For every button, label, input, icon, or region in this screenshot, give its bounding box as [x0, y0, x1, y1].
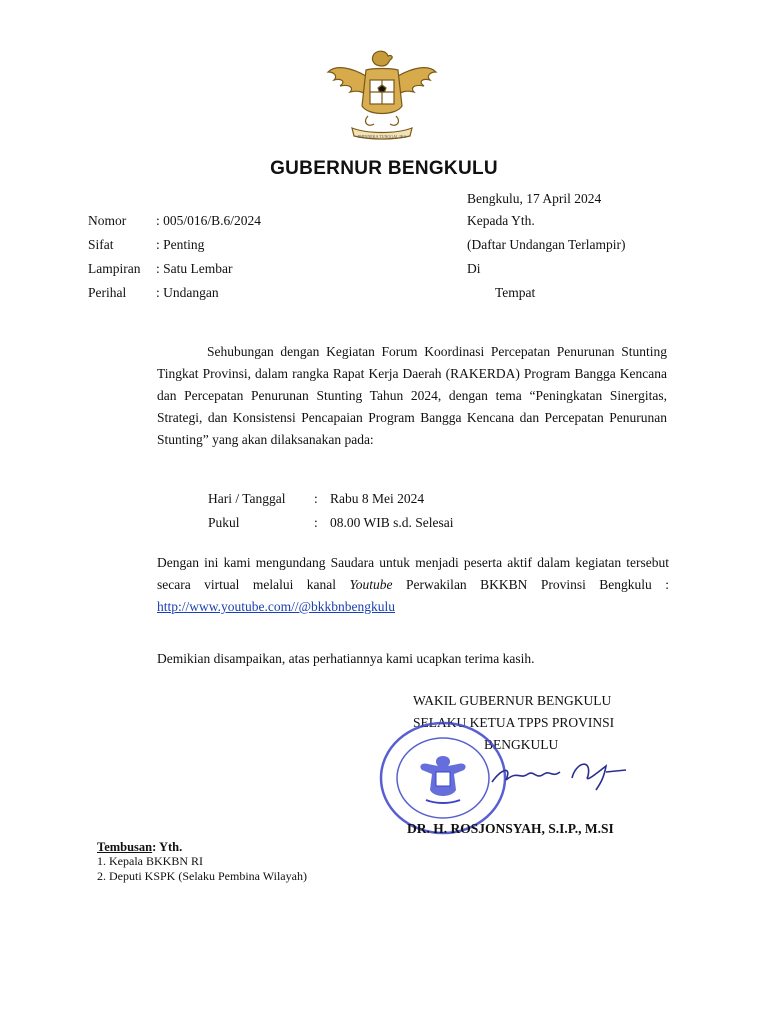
signature-title-3: BENGKULU: [484, 737, 559, 752]
paragraph-text: Dengan ini kami mengundang Saudara untuk menjadi peserta aktif dalam kegiatan tersebut secara virtual melalui kanal: [157, 555, 669, 592]
emblem-motto: BHINNEKA TUNGGAL IKA: [357, 134, 407, 139]
schedule-sep: :: [314, 491, 318, 506]
meta-label: Sifat: [88, 237, 114, 252]
meta-label: Nomor: [88, 213, 127, 228]
signature-title-1: WAKIL GUBERNUR BENGKULU: [413, 693, 612, 708]
recipient-line: Kepada Yth.: [467, 213, 535, 228]
schedule-row-time: [208, 512, 454, 536]
paragraph-text: Perwakilan BKKBN Provinsi Bengkulu :: [392, 577, 669, 592]
meta-value: : Penting: [156, 237, 205, 252]
schedule: [208, 488, 454, 536]
meta-label: Perihal: [88, 285, 127, 300]
handwritten-signature-icon: [488, 750, 628, 800]
meta-value: : Satu Lembar: [156, 261, 233, 276]
schedule-label: Hari / Tanggal: [208, 491, 286, 506]
tembusan-label: Tembusan: [97, 840, 153, 854]
letter-meta: [88, 210, 262, 306]
youtube-link[interactable]: http://www.youtube.com//@bkkbnbengkulu: [157, 599, 396, 614]
schedule-value: 08.00 WIB s.d. Selesai: [330, 515, 454, 530]
tembusan-item: 2. Deputi KSPK (Selaku Pembina Wilayah): [97, 869, 307, 883]
meta-label: Lampiran: [88, 261, 141, 276]
schedule-sep: :: [314, 515, 318, 530]
recipient-line: Di: [467, 261, 481, 276]
body-paragraph-2: [157, 552, 669, 618]
meta-value: : 005/016/B.6/2024: [156, 213, 262, 228]
meta-row-nomor: [88, 210, 262, 234]
schedule-label: Pukul: [208, 515, 240, 530]
meta-row-perihal: [88, 282, 219, 306]
schedule-row-date: [208, 488, 425, 512]
meta-row-lampiran: [88, 258, 233, 282]
meta-row-sifat: [88, 234, 205, 258]
signature-title-2: SELAKU KETUA TPPS PROVINSI: [413, 715, 615, 730]
tembusan-heading: [97, 840, 182, 855]
tembusan-item: 1. Kepala BKKBN RI: [97, 854, 203, 868]
place-date: Bengkulu, 17 April 2024: [467, 191, 602, 206]
meta-value: : Undangan: [156, 285, 219, 300]
letterhead-title: GUBERNUR BENGKULU: [270, 158, 498, 179]
body-paragraph-1: Sehubungan dengan Kegiatan Forum Koordinasi Percepatan Penurunan Stunting Tingkat Provinsi, dalam rangka Rapat Kerja Daerah (RAKERDA) Program Bangga Kencana dan Percepatan Penurunan Stunting Tahun 2024, dengan tema “Peningkatan Sinergitas, Strategi, dan Konsistensi Pencapaian Program Bangga Kencana dan Percepatan Penurunan Stunting” yang akan dilaksanakan pada:: [157, 344, 667, 447]
body-paragraph-3: Demikian disampaikan, atas perhatiannya kami ucapkan terima kasih.: [157, 651, 535, 666]
recipient-line: Tempat: [495, 285, 536, 300]
schedule-value: Rabu 8 Mei 2024: [330, 491, 425, 506]
tembusan-suffix: : Yth.: [152, 840, 183, 854]
recipient-line: (Daftar Undangan Terlampir): [467, 237, 626, 252]
garuda-emblem-icon: [322, 46, 442, 146]
youtube-italic: Youtube: [349, 577, 393, 592]
recipient-block: [467, 210, 626, 306]
signatory-name: DR. H. ROSJONSYAH, S.I.P., M.SI: [407, 821, 614, 836]
